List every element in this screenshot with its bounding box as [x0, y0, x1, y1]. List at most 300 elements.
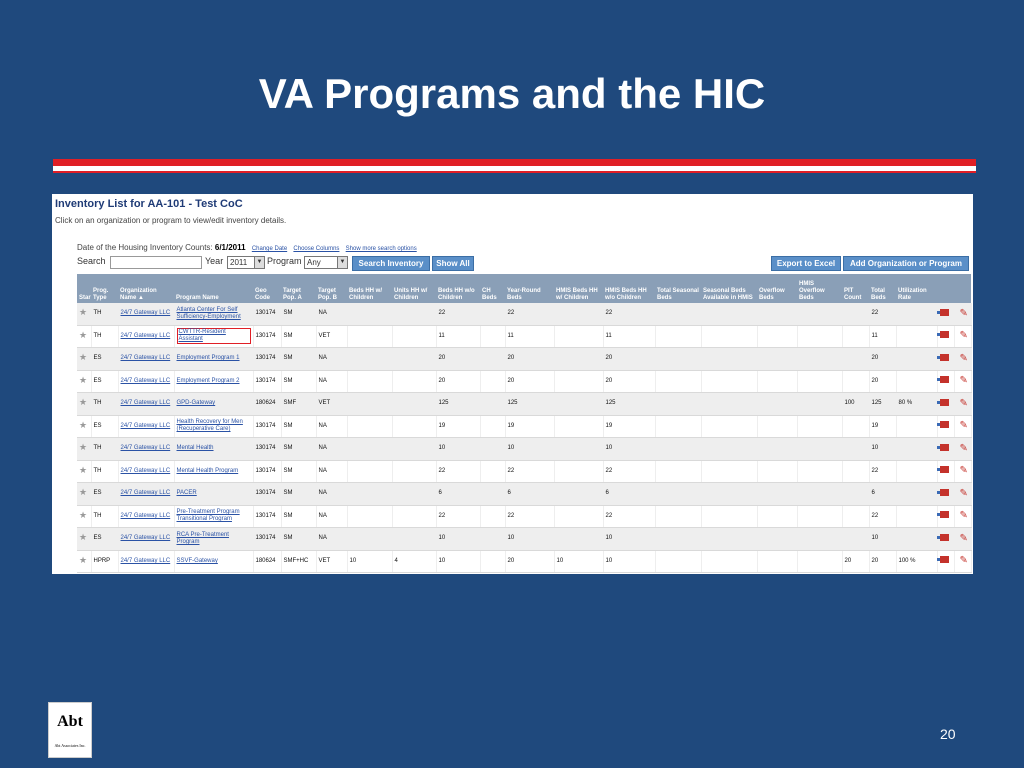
- cell-seasonal: [655, 505, 701, 528]
- table-row[interactable]: [77, 325, 971, 348]
- edit-inventory-icon[interactable]: [940, 309, 949, 316]
- cell-seasonal: [655, 483, 701, 506]
- edit-inventory-icon[interactable]: [940, 376, 949, 383]
- star-icon[interactable]: ★: [79, 352, 88, 363]
- cell-type: ES: [91, 528, 118, 551]
- cell-seasonalHmis: [701, 438, 757, 461]
- cell-overflow: [757, 415, 797, 438]
- edit-inventory-icon[interactable]: [940, 421, 949, 428]
- organization-link[interactable]: 24/7 Gateway LLC: [120, 535, 171, 542]
- cell-unitsChildren: [392, 325, 436, 348]
- cell-pit: [842, 528, 869, 551]
- program-link[interactable]: Mental Health: [176, 445, 214, 452]
- cell-yearRound: 125: [505, 393, 554, 416]
- organization-link[interactable]: 24/7 Gateway LLC: [120, 400, 171, 407]
- cell-seasonal: [655, 550, 701, 573]
- cell-ch: [480, 370, 505, 393]
- column-header: Target Pop. A: [281, 274, 316, 303]
- program-link[interactable]: RCA Pre-Treatment Program: [176, 531, 229, 545]
- cell-hmisNoChildren: 11: [603, 325, 655, 348]
- table-header-row: [77, 274, 971, 303]
- cell-util: [896, 415, 937, 438]
- cell-hmisChildren: [554, 348, 603, 371]
- cell-util: [896, 348, 937, 371]
- cell-util: [896, 325, 937, 348]
- star-icon[interactable]: ★: [79, 307, 88, 318]
- edit-inventory-icon[interactable]: [940, 331, 949, 338]
- cell-total: 20: [869, 370, 896, 393]
- edit-inventory-icon[interactable]: [940, 444, 949, 451]
- table-row[interactable]: [77, 393, 971, 416]
- star-icon[interactable]: ★: [79, 374, 88, 385]
- column-header: Total Beds: [869, 274, 896, 303]
- cell-unitsChildren: 4: [392, 550, 436, 573]
- cell-total: 22: [869, 460, 896, 483]
- year-select[interactable]: [227, 256, 265, 269]
- edit-inventory-icon[interactable]: [940, 511, 949, 518]
- cell-total: 19: [869, 415, 896, 438]
- cell-hmisChildren: [554, 505, 603, 528]
- cell-bedsNoChildren: 19: [436, 415, 480, 438]
- column-header: Program Name: [174, 274, 253, 303]
- cell-popB: NA: [316, 303, 347, 325]
- column-header: Year-Round Beds: [505, 274, 554, 303]
- program-select[interactable]: [304, 256, 348, 269]
- cell-geo: 130174: [253, 505, 281, 528]
- program-link[interactable]: CWTTR-Resident Assistant: [177, 328, 251, 344]
- delete-icon[interactable]: ✎: [959, 555, 968, 567]
- cell-overflow: [757, 370, 797, 393]
- cell-total: 125: [869, 393, 896, 416]
- cell-hmisNoChildren: 10: [603, 438, 655, 461]
- cell-geo: 130174: [253, 438, 281, 461]
- cell-seasonal: [655, 370, 701, 393]
- cell-hmisOverflow: [797, 348, 842, 371]
- table-row[interactable]: [77, 438, 971, 461]
- inventory-subtitle: Click on an organization or program to view/edit inventory details.: [55, 216, 287, 225]
- cell-popA: SMF+HC: [281, 550, 316, 573]
- cell-overflow: [757, 325, 797, 348]
- cell-ch: [480, 460, 505, 483]
- cell-unitsChildren: [392, 393, 436, 416]
- column-header: [937, 274, 954, 303]
- choose-columns-link[interactable]: Choose Columns: [293, 246, 340, 252]
- table-row[interactable]: [77, 348, 971, 371]
- delete-icon[interactable]: ✎: [959, 420, 968, 432]
- cell-util: [896, 460, 937, 483]
- cell-util: [896, 370, 937, 393]
- cell-type: TH: [91, 303, 118, 325]
- search-label: Search: [77, 256, 106, 266]
- program-value: Any: [307, 258, 321, 267]
- cell-hmisNoChildren: 22: [603, 460, 655, 483]
- cell-geo: 130174: [253, 483, 281, 506]
- cell-hmisOverflow: [797, 438, 842, 461]
- count-date-line: [77, 243, 417, 252]
- cell-util: 80 %: [896, 393, 937, 416]
- search-input[interactable]: [110, 256, 202, 269]
- cell-unitsChildren: [392, 303, 436, 325]
- cell-type: TH: [91, 325, 118, 348]
- cell-bedsNoChildren: 22: [436, 303, 480, 325]
- abt-logo: [48, 702, 92, 758]
- delete-icon[interactable]: ✎: [959, 465, 968, 477]
- program-dropdown-arrow-icon[interactable]: ▼: [337, 257, 347, 268]
- cell-total: 20: [869, 348, 896, 371]
- delete-icon[interactable]: ✎: [959, 307, 968, 319]
- program-link[interactable]: PACER: [176, 490, 197, 497]
- cell-hmisNoChildren: 19: [603, 415, 655, 438]
- column-header: Units HH w/ Children: [392, 274, 436, 303]
- cell-yearRound: 22: [505, 303, 554, 325]
- cell-unitsChildren: [392, 505, 436, 528]
- cell-overflow: [757, 460, 797, 483]
- program-link[interactable]: Employment Program 2: [176, 377, 240, 384]
- show-all-button[interactable]: Show All: [432, 256, 474, 271]
- cell-bedsNoChildren: 11: [436, 325, 480, 348]
- cell-bedsChildren: [347, 505, 392, 528]
- cell-bedsNoChildren: 20: [436, 348, 480, 371]
- star-icon[interactable]: ★: [79, 532, 88, 543]
- cell-hmisOverflow: [797, 505, 842, 528]
- organization-link[interactable]: 24/7 Gateway LLC: [120, 557, 171, 564]
- edit-inventory-icon[interactable]: [940, 466, 949, 473]
- program-link[interactable]: Mental Health Program: [176, 467, 239, 474]
- cell-geo: 130174: [253, 528, 281, 551]
- cell-type: TH: [91, 438, 118, 461]
- cell-hmisChildren: [554, 438, 603, 461]
- cell-bedsChildren: [347, 528, 392, 551]
- column-header: Seasonal Beds Available in HMIS: [701, 274, 757, 303]
- cell-bedsNoChildren: 22: [436, 460, 480, 483]
- cell-hmisOverflow: [797, 460, 842, 483]
- page-number: 20: [940, 726, 956, 742]
- inventory-screenshot: [52, 194, 973, 574]
- cell-popB: NA: [316, 528, 347, 551]
- cell-seasonalHmis: [701, 550, 757, 573]
- cell-yearRound: 22: [505, 505, 554, 528]
- edit-inventory-icon[interactable]: [940, 556, 949, 563]
- star-icon[interactable]: ★: [79, 554, 88, 565]
- program-label: Program: [267, 256, 302, 266]
- cell-bedsChildren: [347, 415, 392, 438]
- table-row[interactable]: [77, 303, 971, 325]
- cell-seasonal: [655, 393, 701, 416]
- cell-overflow: [757, 483, 797, 506]
- cell-hmisNoChildren: 125: [603, 393, 655, 416]
- cell-popB: NA: [316, 483, 347, 506]
- cell-type: ES: [91, 370, 118, 393]
- column-header: Total Seasonal Beds: [655, 274, 701, 303]
- cell-hmisNoChildren: 20: [603, 348, 655, 371]
- column-header: Star: [77, 274, 91, 303]
- cell-hmisOverflow: [797, 550, 842, 573]
- cell-overflow: [757, 550, 797, 573]
- column-header: Overflow Beds: [757, 274, 797, 303]
- cell-seasonal: [655, 438, 701, 461]
- cell-hmisChildren: [554, 460, 603, 483]
- cell-seasonal: [655, 460, 701, 483]
- cell-total: 22: [869, 505, 896, 528]
- edit-inventory-icon[interactable]: [940, 489, 949, 496]
- cell-popA: SM: [281, 528, 316, 551]
- year-dropdown-arrow-icon[interactable]: ▼: [254, 257, 264, 268]
- program-link[interactable]: SSVF-Gateway: [176, 557, 218, 564]
- cell-seasonal: [655, 303, 701, 325]
- cell-popB: NA: [316, 415, 347, 438]
- cell-hmisOverflow: [797, 528, 842, 551]
- cell-hmisChildren: [554, 325, 603, 348]
- table-row[interactable]: [77, 528, 971, 551]
- table-row[interactable]: [77, 483, 971, 506]
- cell-yearRound: 11: [505, 325, 554, 348]
- cell-bedsChildren: [347, 438, 392, 461]
- cell-hmisNoChildren: 20: [603, 370, 655, 393]
- title-rule-red: [53, 159, 976, 166]
- organization-link[interactable]: 24/7 Gateway LLC: [120, 512, 171, 519]
- column-header: HMIS Overflow Beds: [797, 274, 842, 303]
- column-header[interactable]: Organization Name ▲: [118, 274, 174, 303]
- cell-yearRound: 22: [505, 460, 554, 483]
- cell-bedsChildren: 10: [347, 550, 392, 573]
- star-icon[interactable]: ★: [79, 397, 88, 408]
- organization-link[interactable]: 24/7 Gateway LLC: [120, 445, 171, 452]
- delete-icon[interactable]: ✎: [959, 510, 968, 522]
- cell-seasonalHmis: [701, 415, 757, 438]
- cell-bedsNoChildren: 20: [436, 370, 480, 393]
- star-icon[interactable]: ★: [79, 329, 88, 340]
- cell-util: [896, 303, 937, 325]
- cell-hmisNoChildren: 6: [603, 483, 655, 506]
- cell-hmisChildren: [554, 528, 603, 551]
- cell-total: 22: [869, 303, 896, 325]
- star-icon[interactable]: ★: [79, 509, 88, 520]
- cell-overflow: [757, 438, 797, 461]
- cell-hmisOverflow: [797, 370, 842, 393]
- cell-yearRound: 10: [505, 528, 554, 551]
- cell-hmisNoChildren: 10: [603, 550, 655, 573]
- cell-bedsNoChildren: 10: [436, 528, 480, 551]
- cell-unitsChildren: [392, 415, 436, 438]
- column-header: HMIS Beds HH w/ Children: [554, 274, 603, 303]
- count-date-value: 6/1/2011: [214, 243, 246, 252]
- delete-icon[interactable]: ✎: [959, 487, 968, 499]
- cell-popB: NA: [316, 438, 347, 461]
- cell-popA: SM: [281, 415, 316, 438]
- export-excel-button[interactable]: Export to Excel: [771, 256, 841, 271]
- cell-popA: SM: [281, 483, 316, 506]
- cell-pit: [842, 483, 869, 506]
- cell-pit: 100: [842, 393, 869, 416]
- inventory-title: Inventory List for AA-101 - Test CoC: [55, 198, 243, 210]
- delete-icon[interactable]: ✎: [959, 352, 968, 364]
- cell-type: HPRP: [91, 550, 118, 573]
- cell-hmisOverflow: [797, 393, 842, 416]
- cell-bedsNoChildren: 125: [436, 393, 480, 416]
- cell-type: TH: [91, 393, 118, 416]
- delete-icon[interactable]: ✎: [959, 532, 968, 544]
- cell-unitsChildren: [392, 483, 436, 506]
- cell-geo: 180624: [253, 550, 281, 573]
- cell-ch: [480, 348, 505, 371]
- edit-inventory-icon[interactable]: [940, 534, 949, 541]
- program-link[interactable]: Employment Program 1: [176, 355, 240, 362]
- logo-subtext: Abt Associates Inc.: [54, 743, 86, 748]
- cell-hmisChildren: [554, 483, 603, 506]
- edit-inventory-icon[interactable]: [940, 399, 949, 406]
- cell-bedsChildren: [347, 325, 392, 348]
- more-search-options-link[interactable]: Show more search options: [345, 246, 417, 252]
- column-header: Geo Code: [253, 274, 281, 303]
- cell-pit: [842, 505, 869, 528]
- cell-yearRound: 10: [505, 438, 554, 461]
- program-link[interactable]: GPD-Gateway: [176, 400, 216, 407]
- cell-type: ES: [91, 483, 118, 506]
- cell-ch: [480, 483, 505, 506]
- delete-icon[interactable]: ✎: [959, 442, 968, 454]
- cell-unitsChildren: [392, 528, 436, 551]
- cell-seasonal: [655, 325, 701, 348]
- cell-seasonalHmis: [701, 348, 757, 371]
- cell-seasonalHmis: [701, 325, 757, 348]
- column-header: HMIS Beds HH w/o Children: [603, 274, 655, 303]
- delete-icon[interactable]: ✎: [959, 397, 968, 409]
- program-link[interactable]: Atlanta Center For Self Sufficiency-Employment: [176, 306, 241, 320]
- column-header: Target Pop. B: [316, 274, 347, 303]
- cell-hmisChildren: [554, 303, 603, 325]
- cell-unitsChildren: [392, 370, 436, 393]
- cell-seasonalHmis: [701, 528, 757, 551]
- cell-hmisOverflow: [797, 415, 842, 438]
- cell-total: 10: [869, 438, 896, 461]
- star-icon[interactable]: ★: [79, 487, 88, 498]
- table-row[interactable]: [77, 370, 971, 393]
- title-rule-red-thin: [53, 171, 976, 173]
- cell-popB: VET: [316, 325, 347, 348]
- column-header: Utilization Rate: [896, 274, 937, 303]
- cell-ch: [480, 415, 505, 438]
- organization-link[interactable]: 24/7 Gateway LLC: [120, 310, 171, 317]
- cell-bedsNoChildren: 22: [436, 505, 480, 528]
- cell-bedsChildren: [347, 460, 392, 483]
- organization-link[interactable]: 24/7 Gateway LLC: [120, 422, 171, 429]
- cell-overflow: [757, 393, 797, 416]
- cell-pit: [842, 460, 869, 483]
- cell-unitsChildren: [392, 438, 436, 461]
- cell-total: 11: [869, 325, 896, 348]
- column-header: [954, 274, 971, 303]
- cell-overflow: [757, 505, 797, 528]
- cell-yearRound: 6: [505, 483, 554, 506]
- cell-pit: [842, 370, 869, 393]
- star-icon[interactable]: ★: [79, 442, 88, 453]
- column-header: Beds HH w/o Children: [436, 274, 480, 303]
- cell-popA: SM: [281, 303, 316, 325]
- cell-ch: [480, 325, 505, 348]
- cell-popA: SM: [281, 348, 316, 371]
- column-header: PIT Count: [842, 274, 869, 303]
- cell-seasonalHmis: [701, 393, 757, 416]
- table-row[interactable]: [77, 505, 971, 528]
- cell-pit: [842, 303, 869, 325]
- delete-icon[interactable]: ✎: [959, 330, 968, 342]
- cell-popA: SM: [281, 460, 316, 483]
- cell-yearRound: 20: [505, 348, 554, 371]
- cell-geo: 130174: [253, 370, 281, 393]
- cell-hmisChildren: 10: [554, 550, 603, 573]
- cell-bedsChildren: [347, 483, 392, 506]
- cell-util: 100 %: [896, 550, 937, 573]
- cell-overflow: [757, 348, 797, 371]
- inventory-table: [77, 274, 972, 573]
- cell-hmisNoChildren: 10: [603, 528, 655, 551]
- cell-hmisOverflow: [797, 303, 842, 325]
- table-row[interactable]: [77, 550, 971, 573]
- cell-hmisChildren: [554, 415, 603, 438]
- cell-popB: NA: [316, 348, 347, 371]
- table-row[interactable]: [77, 460, 971, 483]
- organization-link[interactable]: 24/7 Gateway LLC: [120, 332, 171, 339]
- cell-hmisNoChildren: 22: [603, 303, 655, 325]
- delete-icon[interactable]: ✎: [959, 375, 968, 387]
- cell-popB: NA: [316, 505, 347, 528]
- cell-popA: SMF: [281, 393, 316, 416]
- star-icon[interactable]: ★: [79, 464, 88, 475]
- count-date-label: Date of the Housing Inventory Counts:: [77, 243, 213, 252]
- cell-geo: 130174: [253, 348, 281, 371]
- cell-type: ES: [91, 348, 118, 371]
- cell-ch: [480, 550, 505, 573]
- cell-hmisNoChildren: 22: [603, 505, 655, 528]
- organization-link[interactable]: 24/7 Gateway LLC: [120, 467, 171, 474]
- cell-popB: VET: [316, 393, 347, 416]
- cell-total: 10: [869, 528, 896, 551]
- cell-yearRound: 20: [505, 370, 554, 393]
- table-row[interactable]: [77, 415, 971, 438]
- cell-type: TH: [91, 505, 118, 528]
- cell-type: TH: [91, 460, 118, 483]
- cell-unitsChildren: [392, 460, 436, 483]
- change-date-link[interactable]: Change Date: [251, 246, 288, 252]
- organization-link[interactable]: 24/7 Gateway LLC: [120, 490, 171, 497]
- organization-link[interactable]: 24/7 Gateway LLC: [120, 355, 171, 362]
- cell-ch: [480, 505, 505, 528]
- cell-seasonal: [655, 415, 701, 438]
- cell-total: 20: [869, 550, 896, 573]
- cell-seasonal: [655, 528, 701, 551]
- cell-bedsChildren: [347, 303, 392, 325]
- cell-seasonal: [655, 348, 701, 371]
- cell-popA: SM: [281, 370, 316, 393]
- slide-title: VA Programs and the HIC: [258, 70, 766, 117]
- cell-geo: 180624: [253, 393, 281, 416]
- search-inventory-button[interactable]: Search Inventory: [352, 256, 430, 271]
- add-organization-program-button[interactable]: Add Organization or Program: [843, 256, 969, 271]
- cell-unitsChildren: [392, 348, 436, 371]
- cell-bedsChildren: [347, 348, 392, 371]
- program-link[interactable]: Pre-Treatment Program Transitional Program: [176, 509, 240, 523]
- cell-type: ES: [91, 415, 118, 438]
- program-link[interactable]: Health Recovery for Men (Recuperative Care): [176, 419, 243, 433]
- cell-pit: 20: [842, 550, 869, 573]
- organization-link[interactable]: 24/7 Gateway LLC: [120, 377, 171, 384]
- cell-pit: [842, 325, 869, 348]
- cell-bedsNoChildren: 10: [436, 550, 480, 573]
- cell-bedsNoChildren: 6: [436, 483, 480, 506]
- star-icon[interactable]: ★: [79, 419, 88, 430]
- column-header: Prog. Type: [91, 274, 118, 303]
- edit-inventory-icon[interactable]: [940, 354, 949, 361]
